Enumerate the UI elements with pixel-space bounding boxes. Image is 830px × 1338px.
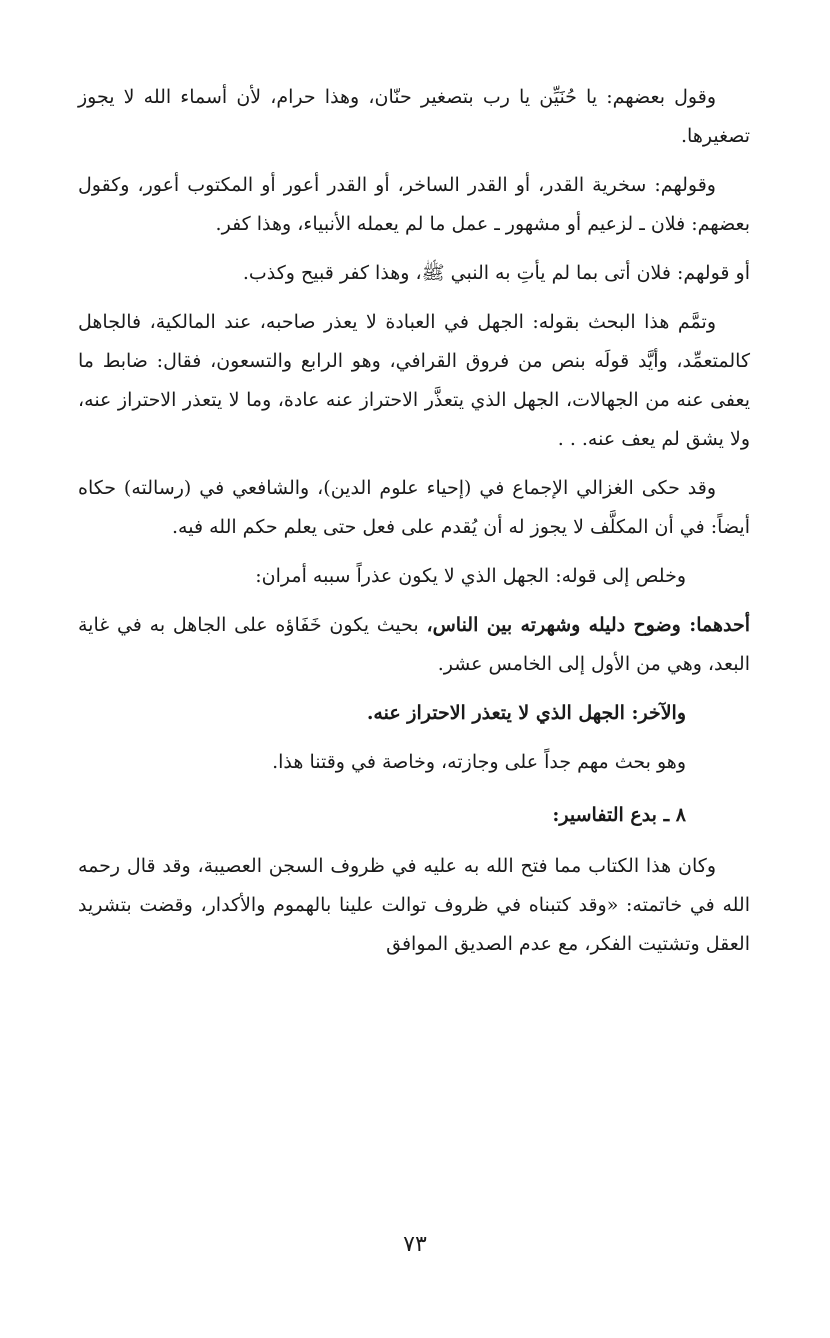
paragraph-7-rest: بحيث يكون خَفَاؤه على الجاهل به في غاية البعد، وهي من الأول إلى الخامس عشر. <box>78 614 750 675</box>
paragraph-8: والآخر: الجهل الذي لا يتعذر الاحتراز عنه. <box>366 702 686 724</box>
paragraph-7 <box>78 606 750 684</box>
section-heading: ٨ ـ بدع التفاسير: <box>552 804 686 826</box>
paragraph-2: وقولهم: سخرية القدر، أو القدر الساخر، أو القدر أعور أو المكتوب أعور، وكقول بعضهم: فلان ـ لزعيم أو مشهور ـ عمل ما لم يعمله الأنبياء، وهذا كفر. <box>78 174 750 235</box>
paragraph-3: أو قولهم: فلان أتى بما لم يأتِ به النبي ﷺ، وهذا كفر قبيح وكذب. <box>242 262 750 284</box>
paragraph-1: وقول بعضهم: يا حُنَيِّن يا رب بتصغير حنّان، وهذا حرام، لأن أسماء الله لا يجوز تصغيرها. <box>78 86 750 147</box>
paragraph-5: وقد حكى الغزالي الإجماع في (إحياء علوم الدين)، والشافعي في (رسالته) حكاه أيضاً: في أن المكلَّف لا يجوز له أن يُقدم على فعل حتى يعلم حكم الله فيه. <box>78 477 750 538</box>
paragraph-9: وهو بحث مهم جداً على وجازته، وخاصة في وقتنا هذا. <box>272 751 686 773</box>
paragraph-10: وكان هذا الكتاب مما فتح الله به عليه في ظروف السجن العصيبة، وقد قال رحمه الله في خاتمته: «وقد كتبناه في ظروف توالت علينا بالهموم والأكدار، وقضت بتشريد العقل وتشتيت الفكر، مع عدم الصديق الموافق <box>78 855 750 955</box>
paragraph-7-bold: أحدهما: وضوح دليله وشهرته بين الناس، <box>426 614 750 636</box>
paragraph-4: وتمَّم هذا البحث بقوله: الجهل في العبادة لا يعذر صاحبه، عند المالكية، فالجاهل كالمتعمِّد، وأيَّد قولَه بنص من فروق القرافي، وهو الرابع والتسعون، فقال: ضابط ما يعفى عنه من الجهالات، الجهل الذي يتعذَّر الاحتراز عنه عادة، وما لا يتعذر الاحتراز عنه، ولا يشق لم يعف عنه. . . <box>78 311 750 450</box>
page-text-body <box>78 78 750 974</box>
paragraph-6: وخلص إلى قوله: الجهل الذي لا يكون عذراً سببه أمران: <box>255 565 686 587</box>
page-number: ٧٣ <box>403 1232 427 1257</box>
